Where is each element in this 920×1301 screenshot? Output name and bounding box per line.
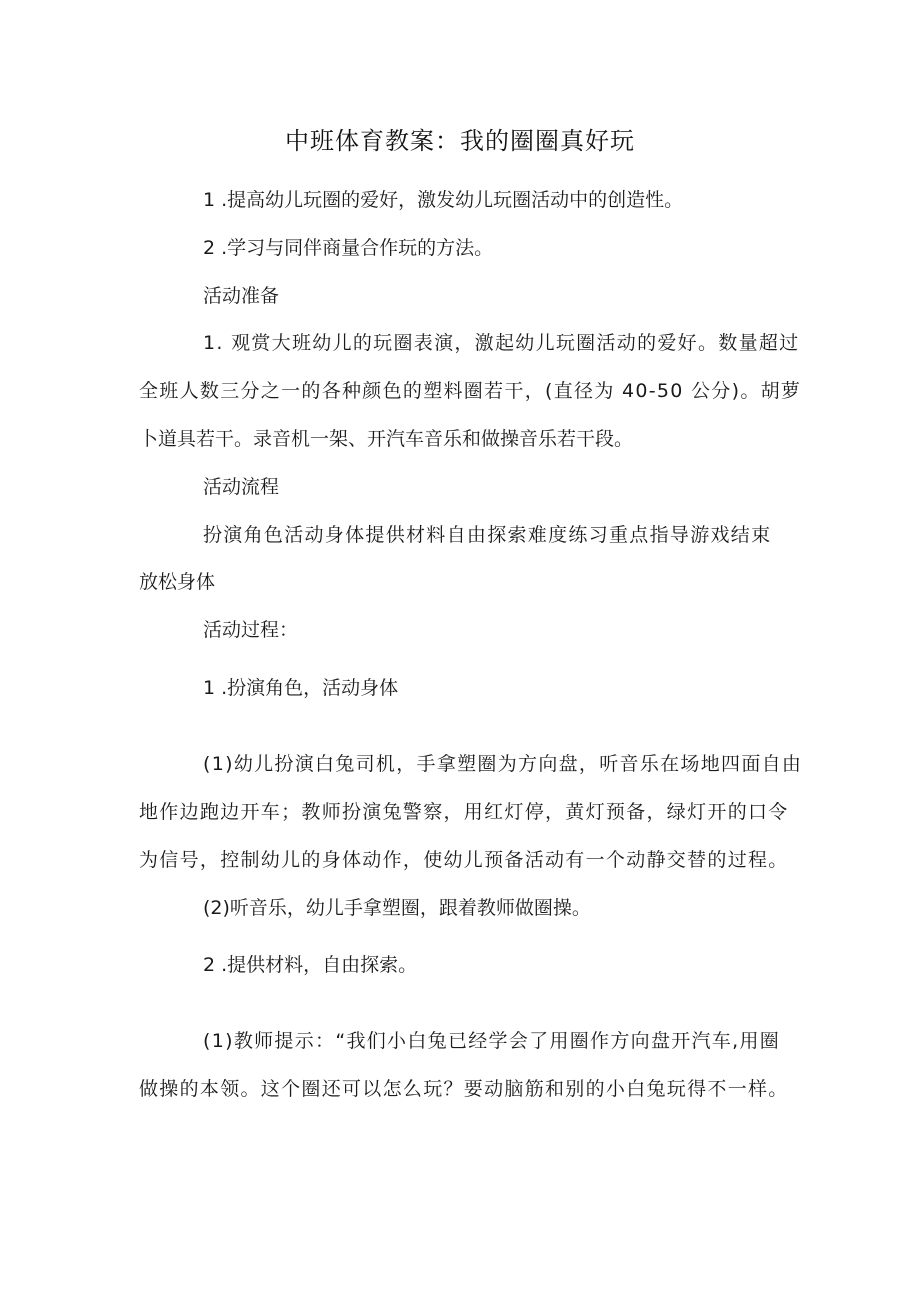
step-2-item-1-line-2: 做操的本领。这个圈还可以怎么玩？要动脑筋和别的小白兔玩得不一样。 — [139, 1078, 789, 1100]
preparation-line-3: 卜道具若干。录音机一架、开汽车音乐和做操音乐若干段。 — [139, 428, 634, 450]
flow-line-2: 放松身体 — [139, 571, 216, 593]
flow-heading: 活动流程 — [203, 476, 280, 498]
page-title: 中班体育教案：我的圈圈真好玩 — [285, 127, 635, 155]
preparation-heading: 活动准备 — [203, 285, 280, 307]
goal-1: 1 .提高幼儿玩圈的爱好，激发幼儿玩圈活动中的创造性。 — [203, 189, 684, 211]
step-1-item-1-line-3: 为信号，控制幼儿的身体动作，使幼儿预备活动有一个动静交替的过程。 — [139, 849, 789, 871]
process-heading: 活动过程： — [203, 619, 299, 641]
step-1-item-1-line-2: 地作边跑边开车；教师扮演兔警察，用红灯停，黄灯预备，绿灯开的口令 — [139, 801, 789, 823]
flow-line-1: 扮演角色活动身体提供材料自由探索难度练习重点指导游戏结束 — [203, 524, 772, 546]
preparation-line-1: 1. 观赏大班幼儿的玩圈表演，激起幼儿玩圈活动的爱好。数量超过 — [203, 332, 800, 354]
step-1-item-1-line-1: (1)幼儿扮演白兔司机，手拿塑圈为方向盘，听音乐在场地四面自由 — [203, 753, 803, 775]
step-2-item-1-line-1: (1)教师提示：“我们小白兔已经学会了用圈作方向盘开汽车,用圈 — [203, 1030, 781, 1052]
goal-2: 2 .学习与同伴商量合作玩的方法。 — [203, 237, 494, 259]
step-2-title: 2 .提供材料，自由探索。 — [203, 954, 418, 976]
preparation-line-2: 全班人数三分之一的各种颜色的塑料圈若干，(直径为 40-50 公分)。胡萝 — [139, 380, 802, 402]
step-1-title: 1 .扮演角色，活动身体 — [203, 677, 399, 699]
step-1-item-2: (2)听音乐，幼儿手拿塑圈，跟着教师做圈操。 — [203, 897, 591, 919]
